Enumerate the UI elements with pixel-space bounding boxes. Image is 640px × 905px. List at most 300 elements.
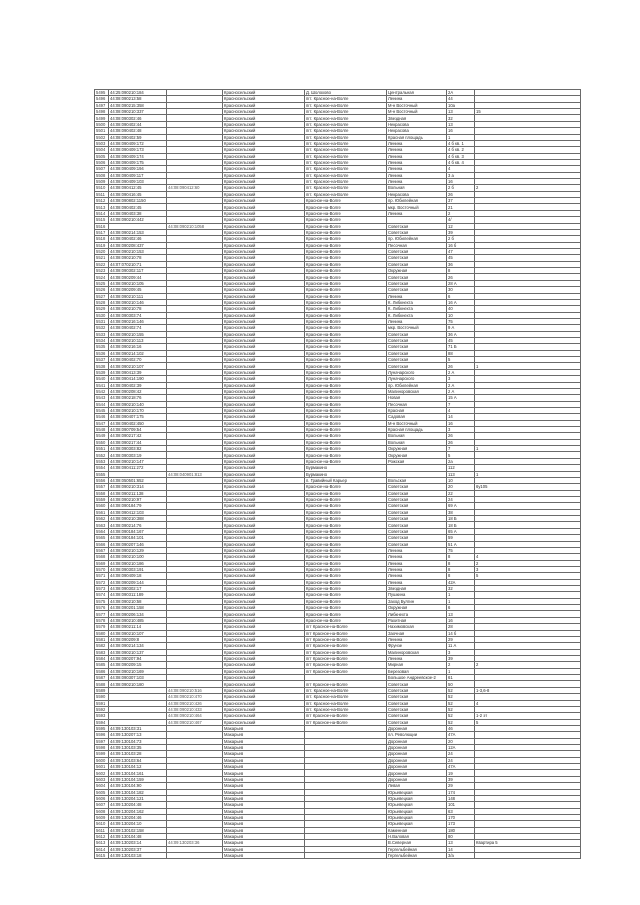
house-number-cell: 51 А	[447, 541, 475, 547]
street-cell: Юрьевецкая	[387, 821, 447, 827]
house-number-cell: 3	[447, 649, 475, 655]
street-cell: Советская	[387, 535, 447, 541]
district-cell: Красносельский	[223, 586, 305, 592]
register-table-body	[95, 90, 581, 859]
district-cell: Красносельский	[223, 102, 305, 108]
apartment-cell: Квартира 5	[475, 840, 581, 846]
district-cell: Красносельский	[223, 668, 305, 674]
house-number-cell: 52	[447, 687, 475, 693]
street-cell: Красная	[387, 407, 447, 413]
cadastral-number-cell: 44:08:090210:137	[109, 649, 167, 655]
settlement-cell: Бурмакино	[305, 465, 387, 471]
settlement-cell: Красное-на-Волге	[305, 541, 387, 547]
house-number-cell: 26	[447, 363, 475, 369]
row-number-cell: 5508	[95, 172, 109, 178]
street-cell: Некрасова	[387, 191, 447, 197]
row-number-cell: 5532	[95, 325, 109, 331]
cadastral-number-cell: 44:08:090409:174	[109, 153, 167, 159]
district-cell: Красносельский	[223, 223, 305, 229]
cadastral-number-cell: 44:08:090413:39	[109, 369, 167, 375]
district-cell: Красносельский	[223, 166, 305, 172]
district-cell: Макарьев	[223, 770, 305, 776]
street-cell: Советская	[387, 719, 447, 725]
cadastral-number-cell: 44:08:090206:134	[109, 611, 167, 617]
row-number-cell: 5597	[95, 738, 109, 744]
house-number-cell: 47А	[447, 764, 475, 770]
street-cell: пр. Юбилейная	[387, 382, 447, 388]
row-number-cell: 5509	[95, 179, 109, 185]
district-cell: Макарьев	[223, 725, 305, 731]
district-cell: Красносельский	[223, 655, 305, 661]
row-number-cell: 5604	[95, 783, 109, 789]
cadastral-number-cell: 44:08:090303:191	[109, 566, 167, 572]
settlement-cell: Красное-на-Волге	[305, 344, 387, 350]
street-cell: Заочная	[387, 630, 447, 636]
cadastral-number-cell: 44:08:090214:153	[109, 229, 167, 235]
cadastral-number-cell: 44:08:090211:14	[109, 624, 167, 630]
house-number-cell: 22	[447, 490, 475, 496]
settlement-cell: Красное-на-Волге	[305, 560, 387, 566]
district-cell: Красносельский	[223, 128, 305, 134]
cadastral-number-cell: 44:08:090210:100	[109, 554, 167, 560]
row-number-cell: 5555	[95, 471, 109, 477]
cadastral-number-cell: 44:08:090210:147	[109, 458, 167, 464]
apartment-cell: 1-3,6-8	[475, 687, 581, 693]
district-cell: Красносельский	[223, 675, 305, 681]
settlement-cell: пгт. Красное-на-Волге	[305, 153, 387, 159]
settlement-cell: Красное-на-Волге	[305, 388, 387, 394]
settlement-cell: пгт Красное-на-Волге	[305, 624, 387, 630]
house-number-cell: 32	[447, 586, 475, 592]
house-number-cell: 10	[447, 312, 475, 318]
district-cell: Красносельский	[223, 90, 305, 96]
district-cell: Красносельский	[223, 191, 305, 197]
settlement-cell: Красное-на-Волге	[305, 287, 387, 293]
district-cell: Красносельский	[223, 395, 305, 401]
row-number-cell: 5560	[95, 503, 109, 509]
district-cell: Красносельский	[223, 560, 305, 566]
district-cell: Красносельский	[223, 344, 305, 350]
district-cell: Красносельский	[223, 121, 305, 127]
house-number-cell: 75	[447, 318, 475, 324]
cadastral-number-cell: 44:08:090407:175	[109, 414, 167, 420]
district-cell: Красносельский	[223, 624, 305, 630]
cadastral-number-cell: 44:08:090302:17	[109, 586, 167, 592]
cadastral-number-cell: 44:08:090184:101	[109, 535, 167, 541]
settlement-cell: пгт. Красное-на-Волге	[305, 140, 387, 146]
cadastral-number-cell: 44:08:090210:155	[109, 331, 167, 337]
house-number-cell: 2 А	[447, 382, 475, 388]
row-number-cell: 5587	[95, 675, 109, 681]
street-cell: Центральная	[387, 90, 447, 96]
street-cell: М-н Восточный	[387, 420, 447, 426]
district-cell: Красносельский	[223, 535, 305, 541]
district-cell: Красносельский	[223, 159, 305, 165]
settlement-cell: пгт. Красное-на-Волге	[305, 147, 387, 153]
district-cell: Красносельский	[223, 147, 305, 153]
house-number-cell: 47	[447, 248, 475, 254]
house-number-cell: 24	[447, 757, 475, 763]
row-number-cell: 5615	[95, 853, 109, 859]
district-cell: Красносельский	[223, 318, 305, 324]
settlement-cell: пгт Красное-на-Волге	[305, 636, 387, 642]
row-number-cell: 5507	[95, 166, 109, 172]
settlement-cell: Красное-на-Волге	[305, 255, 387, 261]
cadastral-number-cell: 44:09:130204:46	[109, 814, 167, 820]
building-cadastral-number-cell: 44:08:090210:467	[167, 719, 223, 725]
row-number-cell: 5546	[95, 414, 109, 420]
cadastral-number-cell: 44:08:090402:45	[109, 204, 167, 210]
settlement-cell: Красное-на-Волге	[305, 414, 387, 420]
house-number-cell: 46	[447, 725, 475, 731]
house-number-cell: 39	[447, 776, 475, 782]
row-number-cell: 5527	[95, 293, 109, 299]
district-cell: Красносельский	[223, 713, 305, 719]
settlement-cell: Д. Шолохово	[305, 90, 387, 96]
row-number-cell: 5513	[95, 204, 109, 210]
district-cell: Макарьев	[223, 814, 305, 820]
street-cell: Советская	[387, 484, 447, 490]
district-cell: Красносельский	[223, 617, 305, 623]
row-number-cell: 5582	[95, 643, 109, 649]
settlement-cell: Красное-на-Волге	[305, 503, 387, 509]
settlement-cell: Красное-на-Волге	[305, 528, 387, 534]
street-cell: Юрьевецкая	[387, 789, 447, 795]
street-cell: Ленина	[387, 636, 447, 642]
cadastral-number-cell: 44:08:090216:16	[109, 344, 167, 350]
house-number-cell: 3	[447, 376, 475, 382]
settlement-cell: пгт. Красное-на-Волге	[305, 96, 387, 102]
row-number-cell: 5502	[95, 134, 109, 140]
street-cell: Красная площадь	[387, 134, 447, 140]
row-number-cell: 5536	[95, 350, 109, 356]
cadastral-number-cell: 44:08:090210:107	[109, 630, 167, 636]
street-cell: Рожская	[387, 458, 447, 464]
street-cell: Ленина	[387, 554, 447, 560]
district-cell: Красносельский	[223, 338, 305, 344]
row-number-cell: 5550	[95, 439, 109, 445]
cadastral-number-cell: 44:08:090210:97	[109, 497, 167, 503]
settlement-cell: Красное-на-Волге	[305, 592, 387, 598]
row-number-cell: 5505	[95, 153, 109, 159]
building-cadastral-number-cell: 44:08:090210:464	[167, 713, 223, 719]
cadastral-number-cell: 44:09:130203:14	[109, 840, 167, 846]
cadastral-number-cell: 44:08:090208:437	[109, 242, 167, 248]
house-number-cell: 13	[447, 121, 475, 127]
house-number-cell: 40	[447, 306, 475, 312]
house-number-cell: 29	[447, 636, 475, 642]
settlement-cell: пгт. Красное-на-Волге	[305, 121, 387, 127]
cadastral-number-cell: 44:08:090210:78	[109, 306, 167, 312]
row-number-cell: 5548	[95, 427, 109, 433]
street-cell: Доронная	[387, 776, 447, 782]
apartment-cell: 4	[475, 700, 581, 706]
cadastral-number-cell: 44:09:130103:35	[109, 745, 167, 751]
street-cell: Советская	[387, 287, 447, 293]
house-number-cell: 2 А	[447, 369, 475, 375]
settlement-cell: Красное-на-Волге	[305, 350, 387, 356]
district-cell: Красносельский	[223, 700, 305, 706]
district-cell: Красносельский	[223, 140, 305, 146]
district-cell: Красносельский	[223, 611, 305, 617]
district-cell: Красносельский	[223, 242, 305, 248]
row-number-cell: 5570	[95, 566, 109, 572]
house-number-cell: 8	[447, 566, 475, 572]
settlement-cell: Красное-на-Волге	[305, 299, 387, 305]
cadastral-number-cell: 44:08:090210:485	[109, 617, 167, 623]
row-number-cell: 5575	[95, 598, 109, 604]
house-number-cell: 1	[447, 668, 475, 674]
row-number-cell: 5585	[95, 662, 109, 668]
row-number-cell: 5584	[95, 655, 109, 661]
district-cell: Макарьев	[223, 795, 305, 801]
district-cell: Красносельский	[223, 172, 305, 178]
district-cell: Красносельский	[223, 452, 305, 458]
house-number-cell: 52	[447, 700, 475, 706]
house-number-cell: 44	[447, 96, 475, 102]
street-cell: Ленина	[387, 318, 447, 324]
street-cell: Советская	[387, 280, 447, 286]
apartment-cell: 2	[475, 662, 581, 668]
district-cell: Красносельский	[223, 268, 305, 274]
building-cadastral-number-cell: 44:08:090412:60	[167, 185, 223, 191]
district-cell: Красносельский	[223, 687, 305, 693]
cadastral-number-cell: 44:08:090411:272	[109, 465, 167, 471]
street-cell: Советская	[387, 700, 447, 706]
district-cell: Красносельский	[223, 547, 305, 553]
cadastral-number-cell: 44:09:130204:48	[109, 802, 167, 808]
row-number-cell: 5519	[95, 242, 109, 248]
cadastral-number-cell: 44:08:050501:652	[109, 477, 167, 483]
row-number-cell: 5495	[95, 90, 109, 96]
cadastral-number-cell: 44:09:130103:28	[109, 751, 167, 757]
apartment-cell: 15	[475, 109, 581, 115]
settlement-cell: Красное-на-Волге	[305, 382, 387, 388]
settlement-cell: Красное-на-Волге	[305, 223, 387, 229]
settlement-cell: пгт. Красное-на-Волге	[305, 172, 387, 178]
street-cell: Фрунзе	[387, 643, 447, 649]
district-cell: Красносельский	[223, 490, 305, 496]
street-cell: Мирная	[387, 662, 447, 668]
apartment-cell: 5	[475, 719, 581, 725]
settlement-cell: Красное-на-Волге	[305, 325, 387, 331]
settlement-cell	[305, 853, 387, 859]
cadastral-number-cell: 44:08:090414:190	[109, 376, 167, 382]
row-number-cell: 5537	[95, 357, 109, 363]
cadastral-number-cell: 44:09:130104:73	[109, 738, 167, 744]
cadastral-number-cell: 44:08:090209:45	[109, 287, 167, 293]
district-cell: Красносельский	[223, 153, 305, 159]
settlement-cell: Красное-на-Волге	[305, 433, 387, 439]
house-number-cell: 4 б кв. 2	[447, 147, 475, 153]
street-cell: Большое Андреевское-2	[387, 675, 447, 681]
district-cell: Красносельский	[223, 516, 305, 522]
row-number-cell: 5541	[95, 382, 109, 388]
house-number-cell: 173	[447, 821, 475, 827]
street-cell: Нахимовская	[387, 624, 447, 630]
settlement-cell: пгт. Красное-на-Волге	[305, 159, 387, 165]
row-number-cell: 5612	[95, 834, 109, 840]
row-number-cell: 5540	[95, 376, 109, 382]
street-cell: Луначарского	[387, 369, 447, 375]
district-cell: Макарьев	[223, 732, 305, 738]
house-number-cell: 50	[447, 681, 475, 687]
cadastral-number-cell: 44:08:090303:82	[109, 446, 167, 452]
district-cell: Красносельский	[223, 605, 305, 611]
house-number-cell: 14 б	[447, 630, 475, 636]
row-number-cell: 5539	[95, 369, 109, 375]
street-cell: Заход Булгин	[387, 598, 447, 604]
street-cell: Некрасова	[387, 128, 447, 134]
house-number-cell: 8	[447, 573, 475, 579]
house-number-cell: 101	[447, 802, 475, 808]
settlement-cell: пгт Красное-на-Волге	[305, 668, 387, 674]
street-cell: Советская	[387, 255, 447, 261]
street-cell: Советская	[387, 223, 447, 229]
house-number-cell: 2 б	[447, 185, 475, 191]
settlement-cell: пгт Красное-на-Волге	[305, 662, 387, 668]
street-cell: Песочная	[387, 242, 447, 248]
house-number-cell: 1	[447, 592, 475, 598]
house-number-cell: 170	[447, 814, 475, 820]
cadastral-number-cell: 44:08:090210:105	[109, 280, 167, 286]
settlement-cell: пгт. Красное-на-Волге	[305, 700, 387, 706]
cadastral-number-cell: 44:08:090216:146	[109, 318, 167, 324]
row-number-cell: 5613	[95, 840, 109, 846]
street-cell: Гергельбейная	[387, 846, 447, 852]
district-cell: Макарьев	[223, 745, 305, 751]
house-number-cell: 19	[447, 770, 475, 776]
settlement-cell: пгт Красное-на-Волге	[305, 649, 387, 655]
street-cell: Доронная	[387, 725, 447, 731]
district-cell: Красносельский	[223, 115, 305, 121]
house-number-cell: 28	[447, 624, 475, 630]
cadastral-number-cell: 44:08:090402:39	[109, 382, 167, 388]
row-number-cell: 5525	[95, 280, 109, 286]
row-number-cell: 5567	[95, 547, 109, 553]
cadastral-number-cell: 44:08:090402:44	[109, 121, 167, 127]
row-number-cell: 5510	[95, 185, 109, 191]
district-cell: Макарьев	[223, 821, 305, 827]
house-number-cell: 16	[447, 128, 475, 134]
house-number-cell: 9 А	[447, 325, 475, 331]
house-number-cell: 29	[447, 783, 475, 789]
district-cell: Макарьев	[223, 834, 305, 840]
district-cell: Красносельский	[223, 255, 305, 261]
street-cell: мкр. Восточный	[387, 325, 447, 331]
street-cell: пр. Юбилейная	[387, 198, 447, 204]
cadastral-number-cell: 44:08:090209:8	[109, 636, 167, 642]
settlement-cell: Красное-на-Волге	[305, 229, 387, 235]
house-number-cell: 6	[447, 605, 475, 611]
cadastral-number-cell: 44:08:090210:180	[109, 681, 167, 687]
row-number-cell: 5504	[95, 147, 109, 153]
cadastral-number-cell: 44:09:130204:121	[109, 795, 167, 801]
row-number-cell: 5530	[95, 312, 109, 318]
street-cell: Звездная	[387, 586, 447, 592]
house-number-cell: 8	[447, 554, 475, 560]
apartment-cell: 2	[475, 185, 581, 191]
house-number-cell: 14	[447, 846, 475, 852]
district-cell: Красносельский	[223, 299, 305, 305]
district-cell: Красносельский	[223, 388, 305, 394]
district-cell: Красносельский	[223, 401, 305, 407]
district-cell: Красносельский	[223, 509, 305, 515]
settlement-cell: Красное-на-Волге	[305, 605, 387, 611]
cadastral-number-cell: 44:08:090214:102	[109, 350, 167, 356]
cadastral-number-cell: 44:08:090215:358	[109, 102, 167, 108]
row-number-cell: 5499	[95, 115, 109, 121]
district-cell: Красносельский	[223, 376, 305, 382]
settlement-cell: Красное-на-Волге	[305, 598, 387, 604]
row-number-cell: 5544	[95, 401, 109, 407]
settlement-cell: Красное-на-Волге	[305, 248, 387, 254]
house-number-cell: 4 б кв. 1	[447, 140, 475, 146]
settlement-cell: Красное-на-Волге	[305, 427, 387, 433]
street-cell: Доронная	[387, 757, 447, 763]
settlement-cell: пгт. Красное-на-Волге	[305, 166, 387, 172]
settlement-cell: пгт Красное-на-Волге	[305, 643, 387, 649]
cadastral-number-cell: 44:08:090213:58	[109, 96, 167, 102]
house-number-cell: 8	[447, 560, 475, 566]
row-number-cell: 5573	[95, 586, 109, 592]
district-cell: Макарьев	[223, 802, 305, 808]
row-number-cell: 5514	[95, 210, 109, 216]
settlement-cell: Красное-на-Волге	[305, 268, 387, 274]
row-number-cell: 5581	[95, 636, 109, 642]
district-cell: Красносельский	[223, 407, 305, 413]
settlement-cell: Красное-на-Волге	[305, 306, 387, 312]
street-cell: Советская	[387, 229, 447, 235]
street-cell: Ленина	[387, 655, 447, 661]
district-cell: Красносельский	[223, 179, 305, 185]
house-number-cell: 3	[447, 427, 475, 433]
district-cell: Красносельский	[223, 446, 305, 452]
district-cell: Красносельский	[223, 528, 305, 534]
row-number-cell: 5614	[95, 846, 109, 852]
cadastral-number-cell: 44:08:090302:117	[109, 268, 167, 274]
row-number-cell: 5545	[95, 407, 109, 413]
house-number-cell: 13	[447, 109, 475, 115]
street-cell: Песочная	[387, 401, 447, 407]
row-number-cell: 5579	[95, 624, 109, 630]
district-cell: Красносельский	[223, 248, 305, 254]
cadastral-number-cell: 44:08:090402:74	[109, 325, 167, 331]
district-cell: Красносельский	[223, 433, 305, 439]
cadastral-number-cell: 44:08:090210:78	[109, 255, 167, 261]
row-number-cell: 5552	[95, 452, 109, 458]
cadastral-number-cell: 44:08:090802:1150	[109, 198, 167, 204]
house-number-cell: 12	[447, 223, 475, 229]
house-number-cell: 61	[447, 675, 475, 681]
row-number-cell: 5547	[95, 420, 109, 426]
settlement-cell: Красное-на-Волге	[305, 242, 387, 248]
row-number-cell: 5595	[95, 725, 109, 731]
street-cell: Пушкина	[387, 592, 447, 598]
row-number-cell: 5531	[95, 318, 109, 324]
cadastral-number-cell: 44:08:090402:70	[109, 357, 167, 363]
settlement-cell: пгт Красное-на-Волге	[305, 681, 387, 687]
house-number-cell: 80	[447, 834, 475, 840]
street-cell: М-н Восточный	[387, 102, 447, 108]
house-number-cell: 24	[447, 751, 475, 757]
settlement-cell: пгт. Красное-на-Волге	[305, 694, 387, 700]
row-number-cell: 5554	[95, 465, 109, 471]
house-number-cell: 10а	[447, 102, 475, 108]
house-number-cell: 18 Б	[447, 522, 475, 528]
row-number-cell: 5529	[95, 306, 109, 312]
district-cell: Макарьев	[223, 827, 305, 833]
